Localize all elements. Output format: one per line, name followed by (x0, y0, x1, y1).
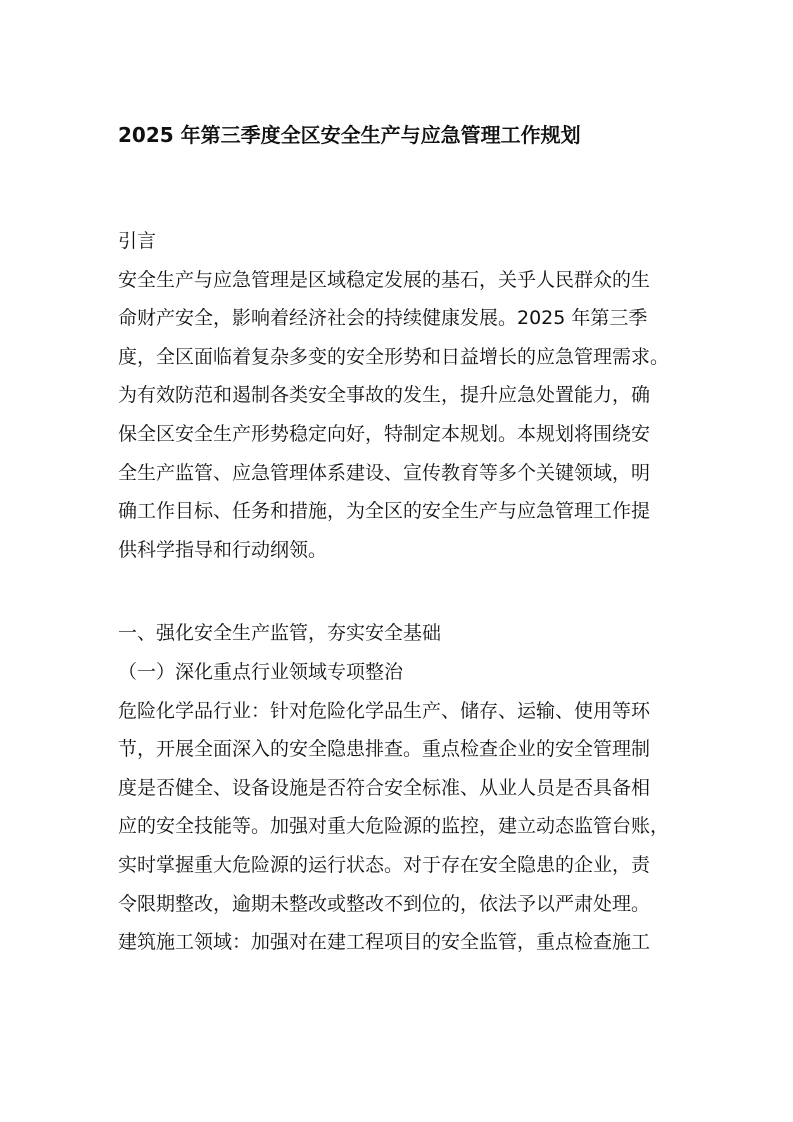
body-line: 建筑施工领域：加强对在建工程项目的安全监管，重点检查施工 (118, 931, 651, 954)
intro-heading: 引言 (118, 230, 157, 252)
body-line: 度是否健全、设备设施是否符合安全标准、从业人员是否具备相 (118, 776, 651, 799)
body-line: 令限期整改，逾期未整改或整改不到位的，依法予以严肃处理。 (118, 892, 651, 915)
intro-line: 保全区安全生产形势稳定向好，特制定本规划。本规划将围绕安 (118, 422, 651, 445)
intro-line: 全生产监管、应急管理体系建设、宣传教育等多个关键领域，明 (118, 461, 651, 484)
intro-line: 确工作目标、任务和措施，为全区的安全生产与应急管理工作提 (118, 500, 651, 523)
document-body (118, 222, 688, 962)
body-line: 节，开展全面深入的安全隐患排查。重点检查企业的安全管理制 (118, 738, 651, 761)
intro-line: 安全生产与应急管理是区域稳定发展的基石，关乎人民群众的生 (118, 268, 651, 291)
section-spacer (118, 569, 688, 614)
intro-line: 度，全区面临着复杂多变的安全形势和日益增长的应急管理需求。 (118, 345, 670, 368)
document-title: 2025 年第三季度全区安全生产与应急管理工作规划 (118, 123, 581, 147)
intro-line: 命财产安全，影响着经济社会的持续健康发展。2025 年第三季 (118, 307, 648, 330)
body-line: 实时掌握重大危险源的运行状态。对于存在安全隐患的企业，责 (118, 853, 651, 876)
section-heading: 一、强化安全生产监管，夯实安全基础 (118, 622, 442, 645)
intro-line: 为有效防范和遏制各类安全事故的发生，提升应急处置能力，确 (118, 384, 651, 407)
body-line: 危险化学品行业：针对危险化学品生产、储存、运输、使用等环 (118, 699, 651, 722)
body-paragraph (118, 692, 688, 962)
intro-paragraph (118, 261, 688, 570)
body-line: 应的安全技能等。加强对重大危险源的监控，建立动态监管台账， (118, 815, 670, 838)
intro-line: 供科学指导和行动纲领。 (118, 538, 328, 561)
subsection-heading: （一）深化重点行业领域专项整治 (118, 660, 404, 683)
